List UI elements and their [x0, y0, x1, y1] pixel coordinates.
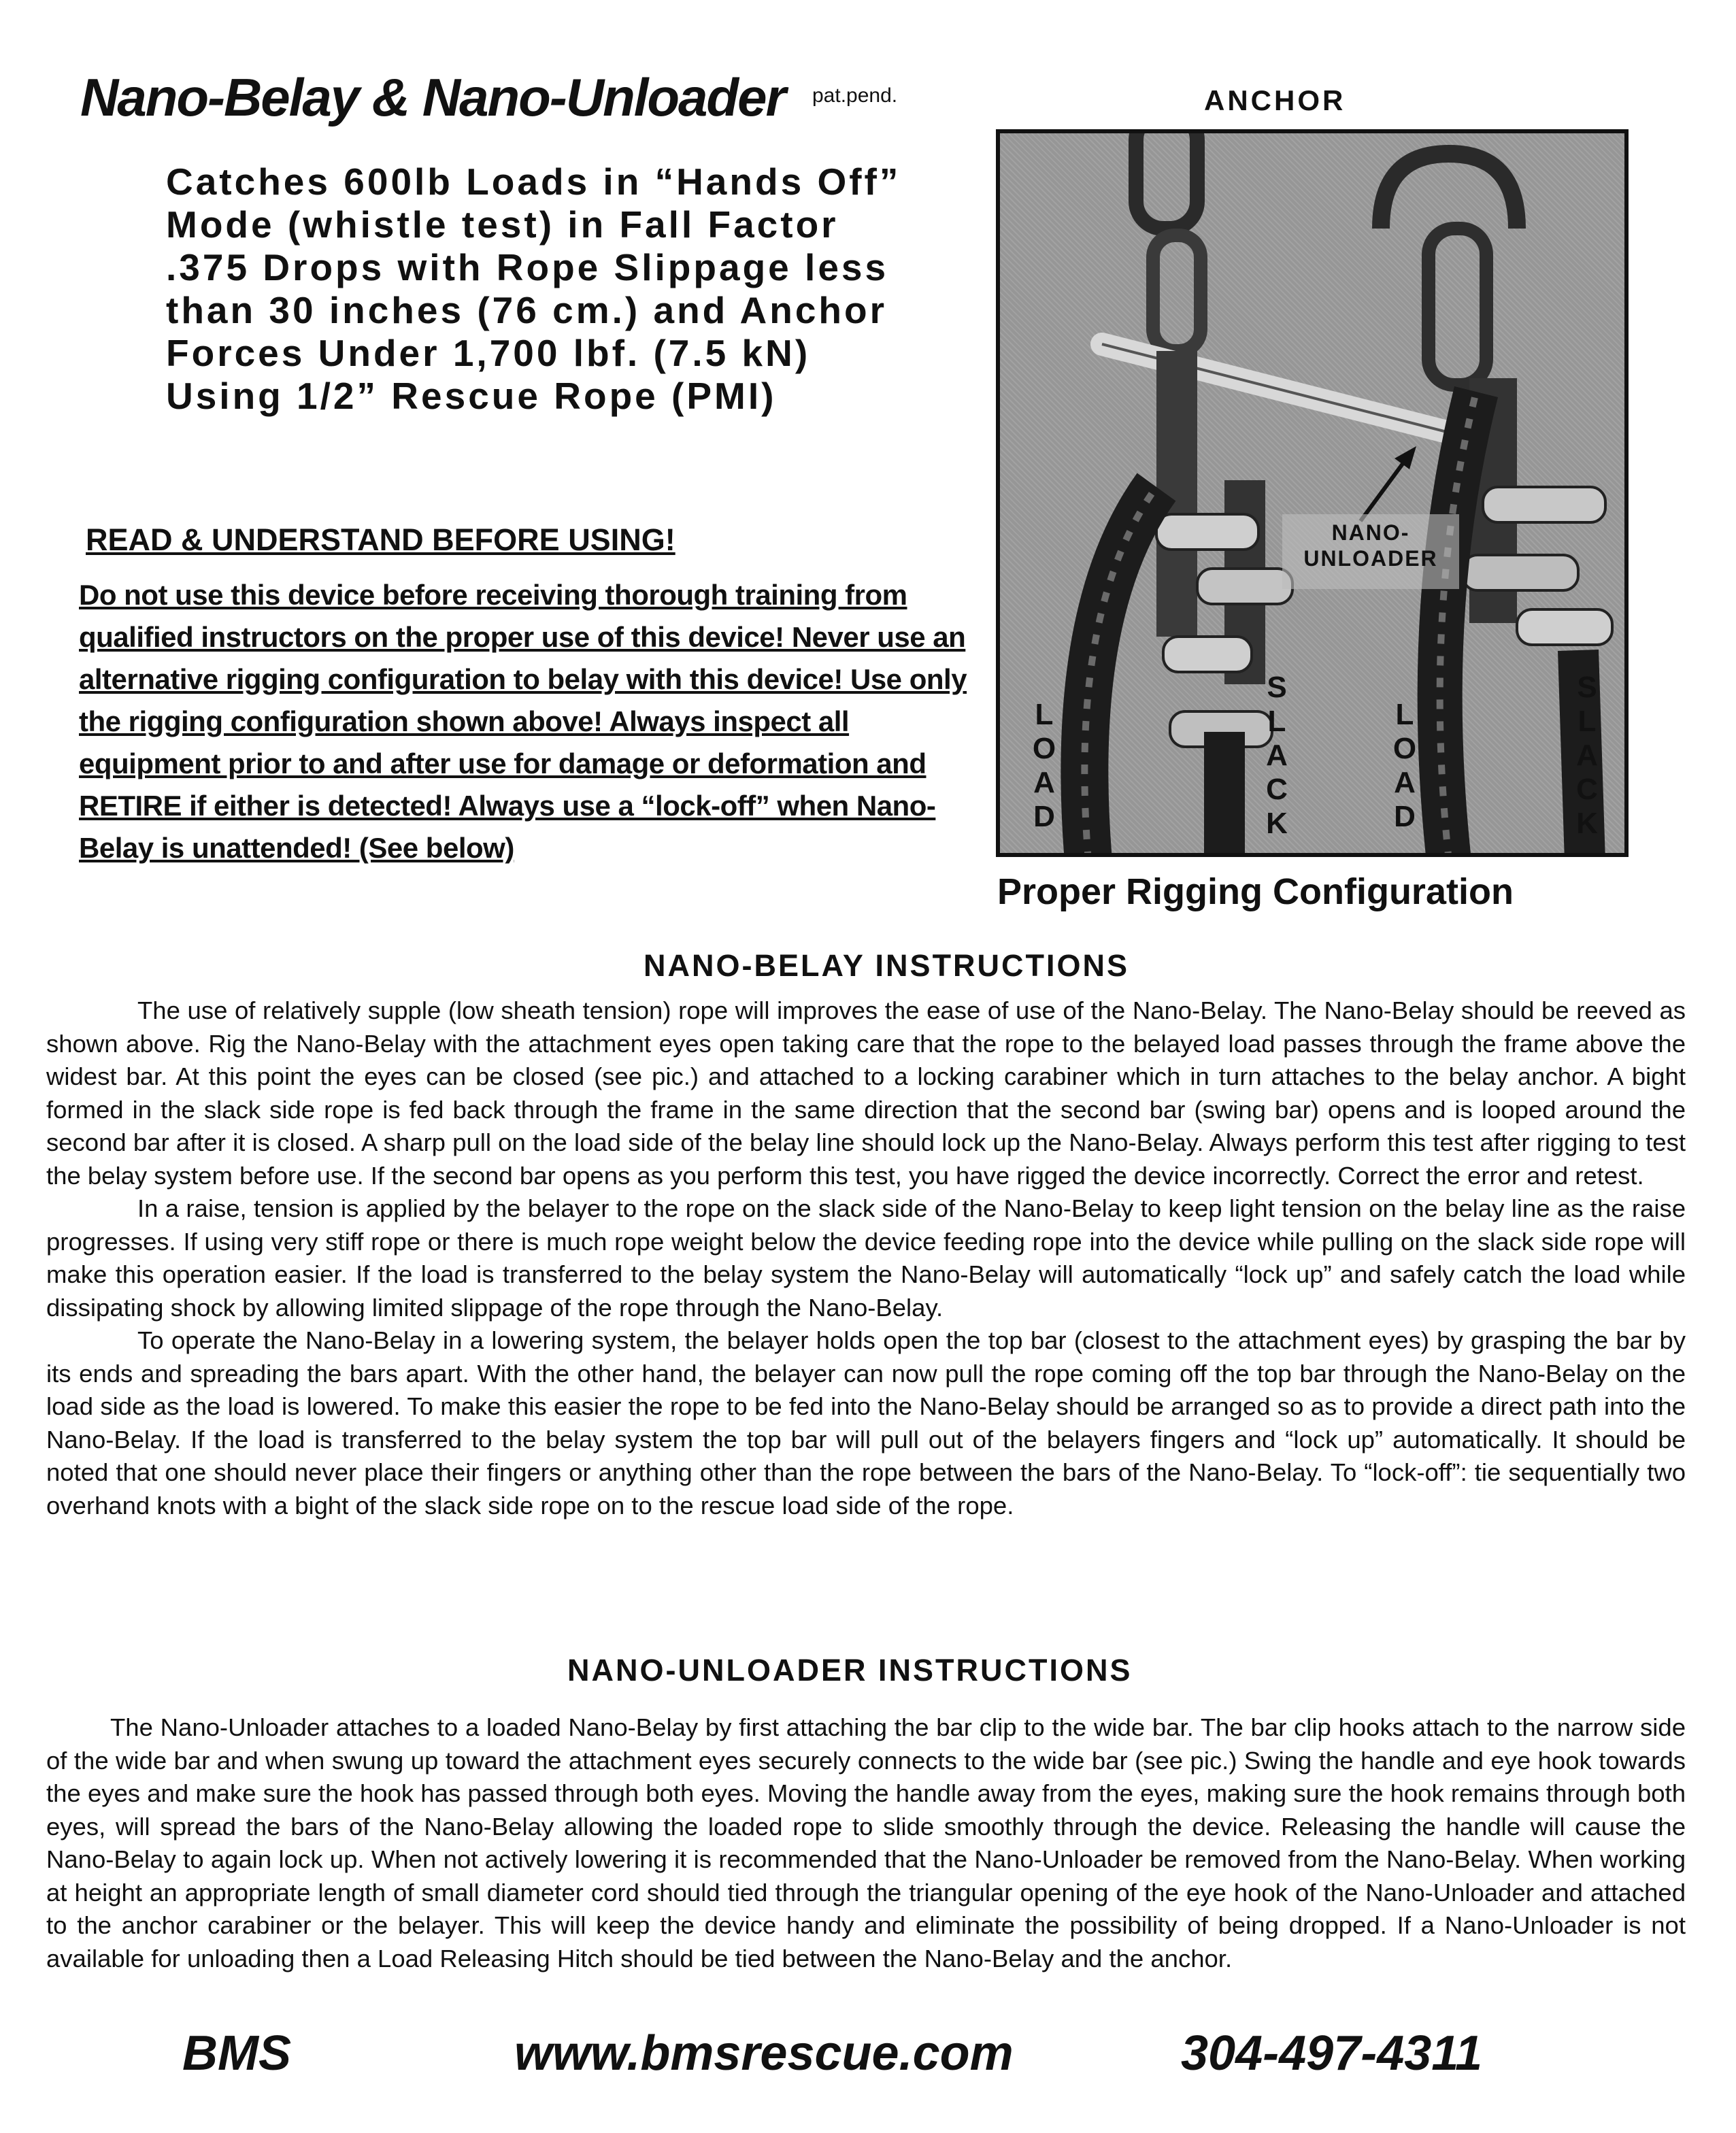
- warning-heading: READ & UNDERSTAND BEFORE USING!: [86, 522, 675, 557]
- belay-instructions-heading: NANO-BELAY INSTRUCTIONS: [644, 948, 1130, 983]
- unloader-instructions-heading: NANO-UNLOADER INSTRUCTIONS: [567, 1653, 1133, 1687]
- page-title: Nano-Belay & Nano-Unloader: [80, 67, 785, 127]
- patent-note: pat.pend.: [812, 84, 898, 107]
- belay-paragraph-2: In a raise, tension is applied by the belayer to the rope on the slack side of the Nano-Belay to keep light tension on the belay line as the raise progresses. If using very stiff rope or there is much rope weight below the device feeding rope into the device while pulling on the slack side rope will make this operation easier. If the load is transferred to the belay system the Nano-Belay will automatically “lock up” and safely catch the load while dissipating shock by allowing limited slippage of the rope through the Nano-Belay.: [46, 1194, 1686, 1322]
- unloader-instructions-body: [46, 1711, 1686, 1975]
- footer-brand: BMS: [182, 2026, 291, 2081]
- performance-claim: Catches 600lb Loads in “Hands Off” Mode (whistle test) in Fall Factor .375 Drops with Rope Slippage less than 30 inches (76 cm.) and Anchor Forces Under 1,700 lbf. (7.5 kN) Using 1/2” Rescue Rope (PMI): [166, 161, 901, 417]
- belay-paragraph-3: To operate the Nano-Belay in a lowering system, the belayer holds open the top bar (closest to the attachment eyes) by grasping the bar by its ends and spreading the bars apart. With the other hand, the belayer can now pull the rope coming off the top bar through the Nano-Belay on the load side as the load is lowered. To make this easier the rope to be fed into the Nano-Belay should be arranged so as to provide a direct path into the Nano-Belay. If the load is transferred to the belay system the top bar will pull out of the belayers fingers and “lock up” automatically. It should be noted that one should never place their fingers or anything other than the rope between the bars of the Nano-Belay. To “lock-off”: tie sequentially two overhand knots with a bight of the slack side rope on to the rescue load side of the rope.: [46, 1326, 1686, 1519]
- callout-line-2: UNLOADER: [1303, 546, 1438, 571]
- warning-body: Do not use this device before receiving thorough training from qualified instructors on the proper use of this device! Never use an alternative rigging configuration to belay with this device! Use only the rigging configuration shown above! Always inspect all equipment prior to and after use for damage or deformation and RETIRE if either is detected! Always use a “lock-off” when Nano-Belay is unattended! (See below): [79, 579, 967, 864]
- belay-paragraph-1: The use of relatively supple (low sheath tension) rope will improves the ease of use of the Nano-Belay. The Nano-Belay should be reeved as shown above. Rig the Nano-Belay with the attachment eyes open taking care that the rope to the belayed load passes through the frame above the widest bar. At this point the eyes can be closed (see pic.) and attached to a locking carabiner which in turn attaches to the belay anchor. A bight formed in the slack side rope is fed back through the frame in the same direction that the second bar (swing bar) opens and is looped around the second bar after it is closed. A sharp pull on the load side of the belay line should lock up the Nano-Belay. Always perform this test after rigging to test the belay system before use. If the second bar opens as you perform this test, you have rigged the device incorrectly. Correct the error and retest.: [46, 996, 1686, 1190]
- footer-website-link[interactable]: www.bmsrescue.com: [514, 2026, 1014, 2081]
- rigging-illustration: [1000, 133, 1629, 857]
- label-load-right: L O A D: [1392, 698, 1417, 833]
- anchor-label: ANCHOR: [1204, 84, 1346, 116]
- label-slack-left: S L A C K: [1266, 671, 1288, 840]
- label-load-left: L O A D: [1032, 698, 1056, 833]
- rigging-photo: [996, 129, 1629, 857]
- label-slack-right: S L A C K: [1576, 671, 1598, 840]
- photo-caption: Proper Rigging Configuration: [997, 871, 1514, 912]
- unloader-paragraph-1: The Nano-Unloader attaches to a loaded Nano-Belay by first attaching the bar clip to the wide bar. The bar clip hooks attach to the narrow side of the wide bar and when swung up toward the attachment eyes securely connects to the wide bar (see pic.) Swing the handle and eye hook towards the eyes and make sure the hook has passed through both eyes. Moving the handle away from the eyes, making sure the hook remains through both eyes, will spread the bars of the Nano-Belay allowing the loaded rope to slide smoothly through the device. Releasing the handle will cause the Nano-Belay to again lock up. When not actively lowering it is recommended that the Nano-Unloader be removed from the Nano-Belay. When working at height an appropriate length of small diameter cord should tied through the triangular opening of the eye hook of the Nano-Unloader and attached to the anchor carabiner or the belayer. This will keep the device handy and eliminate the possibility of being dropped. If a Nano-Unloader is not available for unloading then a Load Releasing Hitch should be tied between the Nano-Belay and the anchor.: [46, 1713, 1686, 1972]
- belay-instructions-body: [46, 994, 1686, 1522]
- callout-line-1: NANO-: [1331, 520, 1410, 545]
- footer-phone: 304-497-4311: [1181, 2026, 1483, 2081]
